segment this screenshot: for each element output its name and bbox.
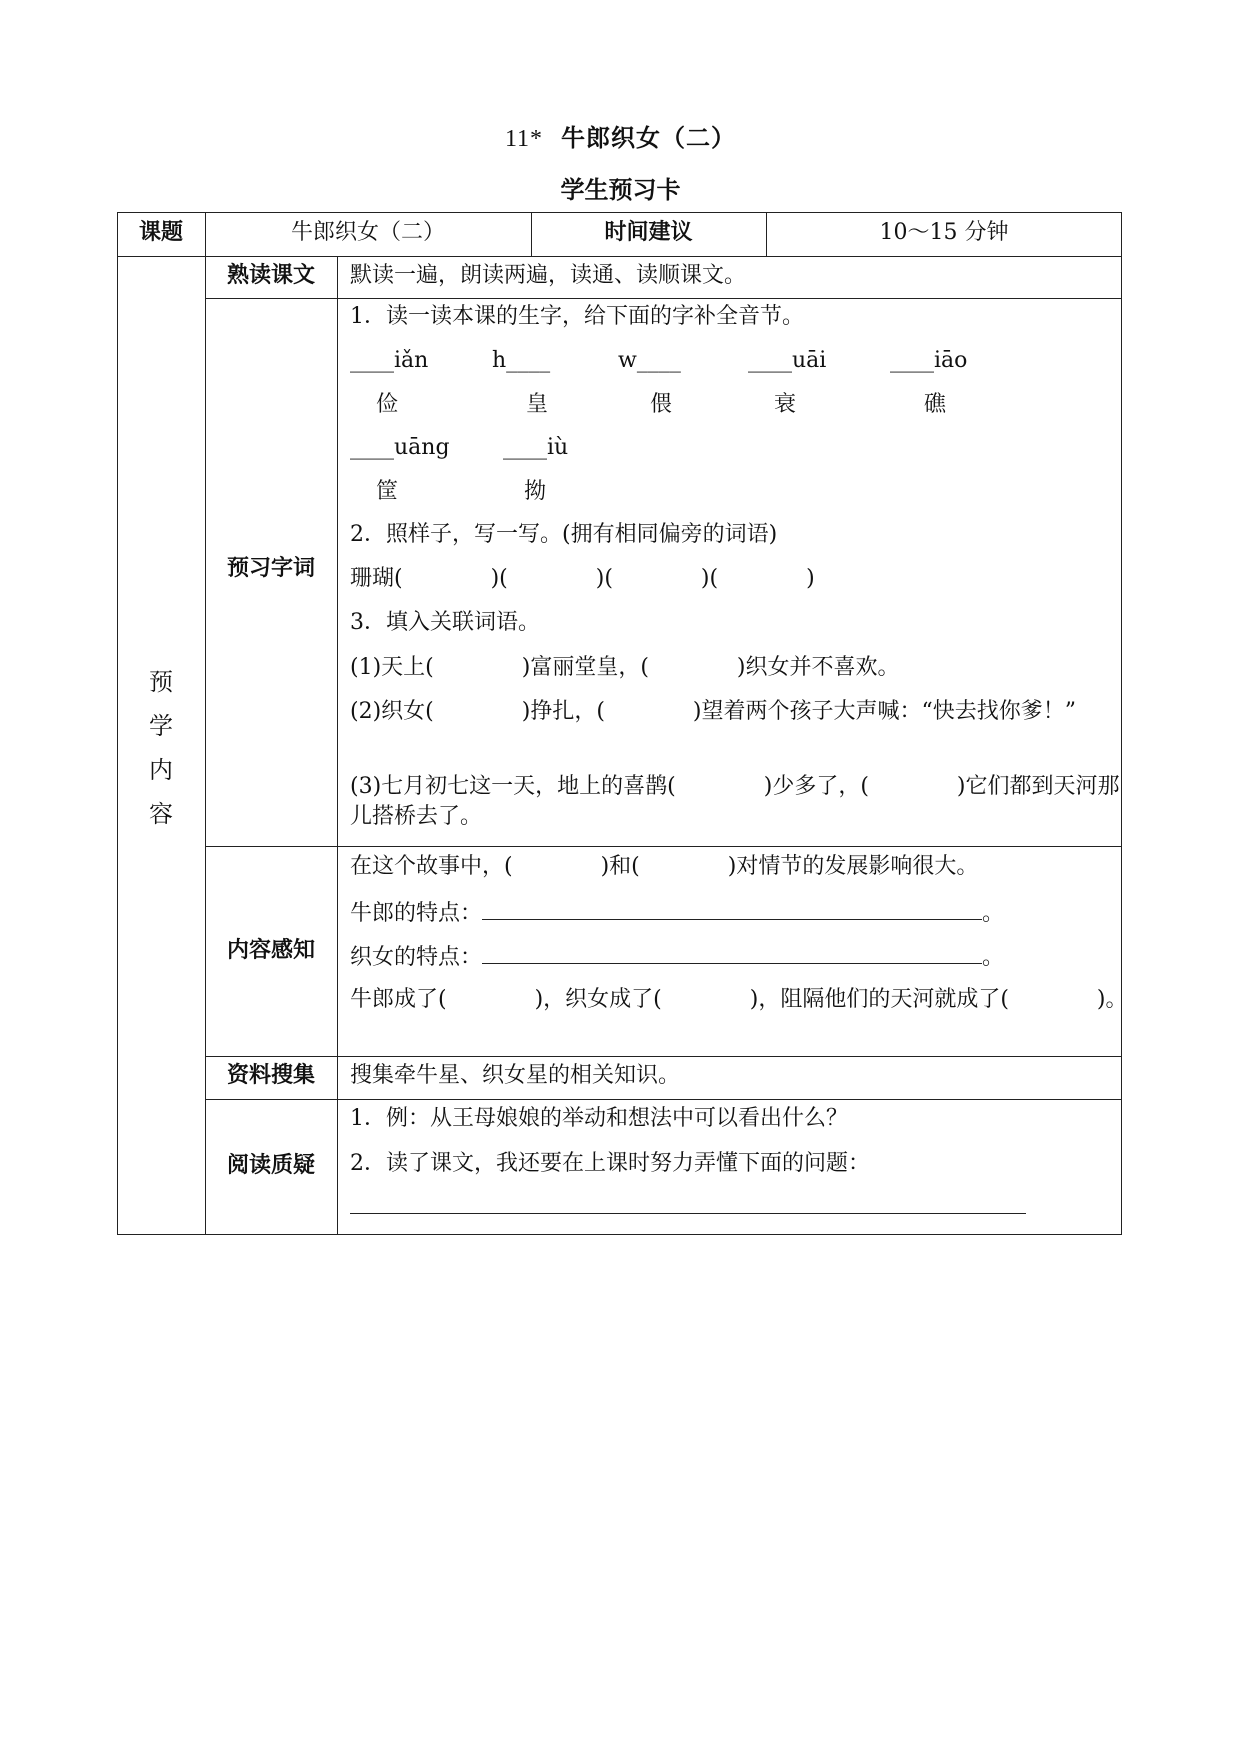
time-label: 时间建议	[604, 220, 693, 245]
hanzi-char: 筐	[376, 479, 399, 504]
read-text: 默读一遍，朗读两遍，读通、读顺课文。	[350, 263, 747, 288]
answer-blank[interactable]	[482, 897, 982, 920]
research-label: 资料搜集	[226, 1063, 315, 1088]
hanzi-char: 衰	[774, 392, 797, 417]
pinyin-blank[interactable]: ____iǎn	[350, 348, 429, 373]
topic-label: 课题	[138, 220, 183, 245]
pinyin-blank[interactable]: w____	[618, 348, 681, 373]
answer-line[interactable]	[350, 1213, 1026, 1214]
vocab-q3-item3[interactable]: (3)七月初七这一天，地上的喜鹊( )少多了，( )它们都到天河那儿搭桥去了。	[350, 774, 1120, 829]
hanzi-char: 皇	[526, 392, 549, 417]
card-subtitle: 学生预习卡	[560, 176, 681, 204]
hanzi-char: 俭	[376, 392, 399, 417]
pinyin-blank[interactable]: h____	[492, 348, 551, 373]
vocab-q3-item2[interactable]: (2)织女( )挣扎，( )望着两个孩子大声喊：“快去找你爹！”	[350, 699, 1076, 724]
content-line4[interactable]: 牛郎成了( )，织女成了( )，阻隔他们的天河就成了( )。	[350, 987, 1128, 1012]
vocab-q3: 3．填入关联词语。	[350, 610, 540, 635]
questions-q2: 2．读了课文，我还要在上课时努力弄懂下面的问题：	[350, 1151, 870, 1176]
vocab-label: 预习字词	[226, 556, 315, 581]
pinyin-blank[interactable]: ____iāo	[890, 348, 968, 373]
lesson-title-text: 牛郎织女（二）	[561, 123, 737, 152]
section-label: 预 学 内 容	[149, 668, 173, 828]
lesson-title	[0, 118, 1241, 153]
content-line1[interactable]: 在这个故事中，( )和( )对情节的发展影响很大。	[350, 854, 979, 879]
time-value: 10～15 分钟	[879, 220, 1009, 245]
hanzi-char: 拗	[524, 479, 547, 504]
content-label: 内容感知	[226, 938, 315, 963]
lesson-number: 11*	[504, 126, 544, 152]
answer-blank[interactable]	[482, 941, 982, 964]
hanzi-char: 礁	[924, 392, 947, 417]
research-text: 搜集牵牛星、织女星的相关知识。	[350, 1063, 681, 1088]
vocab-q1: 1．读一读本课的生字，给下面的字补全音节。	[350, 304, 804, 329]
hanzi-char: 偎	[650, 392, 673, 417]
pinyin-blank[interactable]: ____uāng	[350, 435, 450, 460]
vocab-q3-item1[interactable]: (1)天上( )富丽堂皇，( )织女并不喜欢。	[350, 655, 900, 680]
vocab-q2-example[interactable]: 珊瑚( )( )( )( )	[350, 566, 815, 591]
niulang-traits-line[interactable]: 牛郎的特点： 。	[350, 897, 1004, 928]
read-label: 熟读课文	[226, 263, 315, 288]
vocab-q2: 2．照样子，写一写。(拥有相同偏旁的词语)	[350, 522, 778, 547]
questions-label: 阅读质疑	[226, 1153, 315, 1178]
pinyin-blank[interactable]: ____uāi	[748, 348, 827, 373]
topic-value: 牛郎织女（二）	[290, 220, 445, 245]
questions-q1: 1．例：从王母娘娘的举动和想法中可以看出什么？	[350, 1106, 848, 1131]
zhinv-traits-line[interactable]: 织女的特点： 。	[350, 941, 1004, 972]
pinyin-blank[interactable]: ____iù	[503, 435, 569, 460]
